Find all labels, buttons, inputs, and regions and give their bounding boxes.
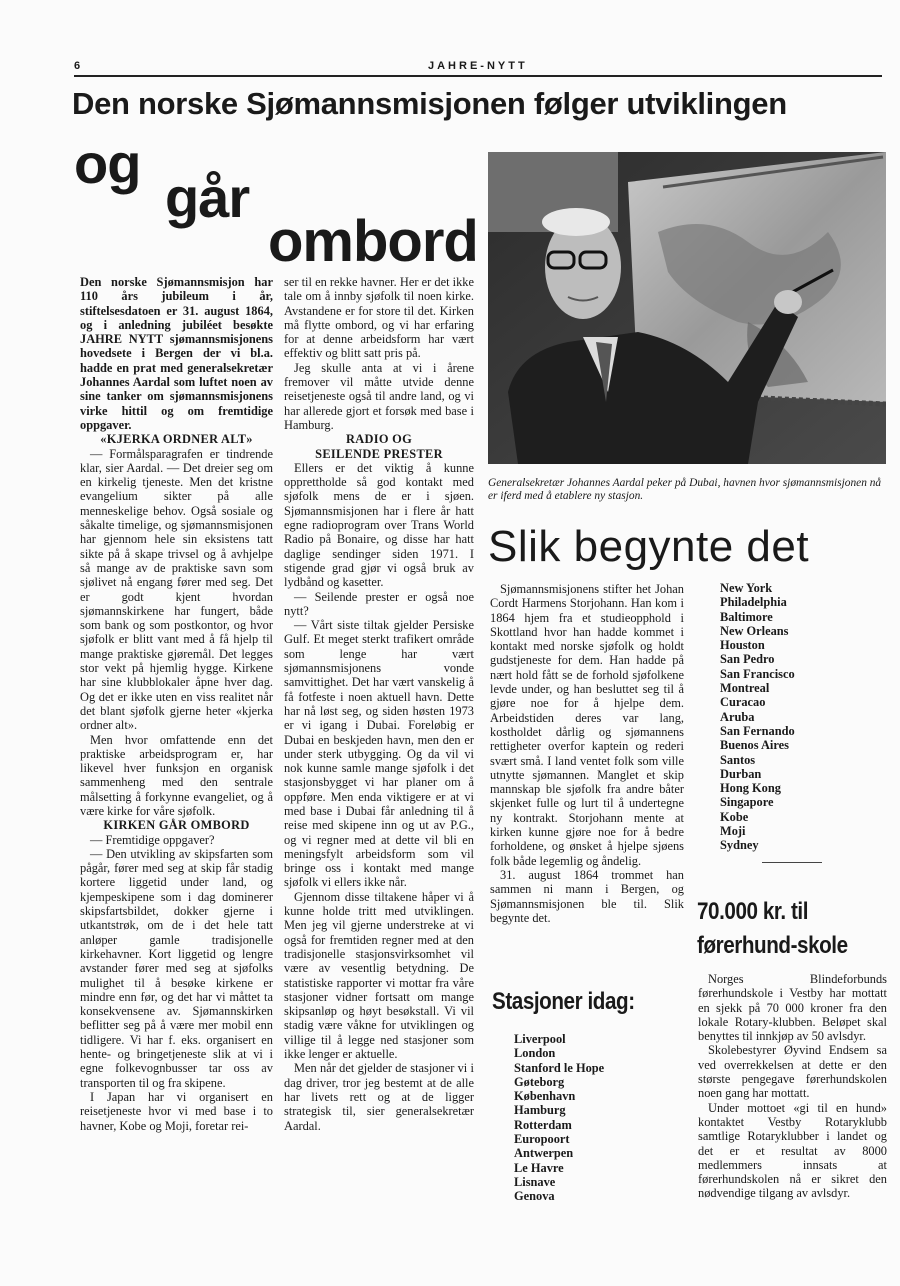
station-item: Genova: [514, 1189, 555, 1204]
paragraph: Under mottoet «gi til en hund» kontaktet Vestby Rotaryklubb samtlige Rotaryklubber i landet og det er et resultat av 8000 medlemmers innsats at førerhundskolen nå er sikret den nødvendige tilgang av avlsdyr.: [698, 1100, 887, 1201]
city-item: New Orleans: [720, 623, 789, 638]
station-item: Lisnave: [514, 1174, 556, 1189]
station-item: Hamburg: [514, 1103, 566, 1118]
station-item: Europoort: [514, 1132, 570, 1147]
city-item: Houston: [720, 638, 765, 653]
subheading-radio-line1: RADIO OG: [345, 432, 413, 447]
paragraph: — Vårt siste tiltak gjelder Persiske Gulf. Et meget sterkt trafikert område som lenge har vært sjømannsmisjonens vonde samvittighet. Det har vært vanskelig å få fotfeste i noen aktuell havn. Dette har nå løst seg, og siden høsten 1973 er vi igang i Dubai. Foreløbig er Dubai en beskjeden havn, men den er under sterk utbygging. Og da vil vi nok kunne samle mange sjøfolk i det stasjonsbygget vi har planer om å oppføre. Men enda viktigere er at vi med base i Dubai får anledning til å reise med skipene inn og ut av P.G., og vi regner med at dette vil bli en meningsfylt arbeidsform som vil bringe oss i kontakt med mange sjøfolk vi ellers ikke når.: [284, 618, 474, 890]
station-list: [514, 1032, 604, 1204]
station-item: Stanford le Hope: [514, 1060, 605, 1075]
paragraph: Skolebestyrer Øyvind Endsem sa ved overrekkelsen at dette er den største pengegave førerhundskolen noen gang har mottatt.: [698, 1043, 887, 1101]
subheading-kjerka: «KJERKA ORDNER ALT»: [100, 432, 253, 447]
paragraph: — Den utvikling av skipsfarten som pågår, fører med seg at skip får stadig kortere liggetid under land, og kjempeskipene som i dag dominerer skipsfartsbildet, dokker gjerne i utkantstrøk, om de i det hele tatt anløper gamle tradisjonelle kirkehavner. Kort liggetid og lengre avstander fører med seg at sjøfolks mulighet til å besøke kirkene er mindre enn før, og det har vi måttet ta konsekvensene av. Sjømannskirken beflitter seg på å være mer mobil enn tidligere. Vi har f. eks. organisert en hente- og bringetjeneste slik at vi i egne folkevognbusser tar oss av transporten til og fra skipene.: [80, 846, 273, 1090]
headline: Den norske Sjømannsmisjonen følger utviklingen: [72, 86, 787, 121]
city-item: Philadelphia: [720, 595, 787, 610]
paragraph: Norges Blindeforbunds førerhundskole i Vestby har mottatt en sjekk på 70 000 kroner fra den lokale Rotary-klubben. Beløpet skal benyttes til innkjøp av 50 avlsdyr.: [698, 972, 887, 1044]
station-item: London: [514, 1046, 556, 1061]
city-list: [720, 581, 795, 853]
paragraph: — Formålsparagrafen er tindrende klar, sier Aardal. — Det dreier seg om en kirkelig tjeneste. Men det kristne evangelium sikter på alle menneskelige behov. Også sosiale og såkalte timelige, og sjømannsmisjonen har gjennom hele sin eksistens tatt sikte på å skape trivsel og å avhjelpe så mange av de praktiske savn som sjølivet nå engang fører med seg. Det er godt kjent hvordan sjømannskirkene har fungert, både som bank og som postkontor, og hvor sjøfolk er blitt vant med å få hjelp til mange praktiske gjøremål. Det legges stor vekt på hjemlig hygge. Kirkene har sine klubblokaler åpne hver dag. Og det er ikke uten en viss realitet når det blant sjøfolk gjerne heter «kjerka ordner alt».: [80, 446, 273, 733]
city-item: Montreal: [720, 681, 770, 696]
publication-name: JAHRE-NYTT: [428, 60, 528, 72]
paragraph: Ellers er det viktig å kunne opprettholde så god kontakt med sjøfolk mens de er i sjøen. Sjømannsmisjonen har i flere år hatt egne radioprogram over Trans World Radio på Bonaire, og disse har hatt daglige sendinger siden 1971. I stigende grad gjør vi også bruk av lydbånd og kasetter.: [284, 460, 474, 590]
city-item: Moji: [720, 824, 746, 839]
intro-paragraph: Den norske Sjømannsmisjon har 110 års jubileum i år, stiftelsesdatoen er 31. august 1864, og i anledning jubiléet besøkte JAHRE NYTT sjømannsmisjonens hovedsete i Bergen der vi bl.a. hadde en prat med generalsekretær Johannes Aardal som luftet noen av sine tanker om sjømannsmisjonens virke hittil og om fremtidige oppgaver.: [80, 275, 273, 432]
city-item: New York: [720, 581, 773, 595]
paragraph: Men hvor omfattende enn det praktiske arbeidsprogram er, har likevel hver funksjon en organisk sammenheng med den sentrale målsetting å forkynne evangeliet, og å være kirke for våre sjøfolk.: [80, 732, 273, 818]
paragraph: Jeg skulle anta at vi i årene fremover vil måtte utvide denne reisetjeneste også til andre land, og vi har allerede gjort et forsøk med base i Hamburg.: [284, 360, 474, 432]
article-column-2: [284, 275, 474, 1133]
page-number: 6: [74, 60, 81, 72]
forerhund-title-line1: 70.000 kr. til: [697, 898, 809, 925]
city-item: Kobe: [720, 809, 749, 824]
city-item: Baltimore: [720, 609, 773, 624]
divider: [762, 862, 822, 863]
paragraph: — Fremtidige oppgaver?: [90, 832, 215, 847]
city-item: Hong Kong: [720, 781, 781, 796]
paragraph: Sjømannsmisjonens stifter het Johan Cordt Harmens Storjohann. Han kom i 1864 hjem fra et studieopphold i Skottland hvor han hadde kommet i kontakt med norske sjøfolk og holdt gudstjeneste for dem. Han hadde på nært hold fått se de forhold sjøfolkene levde under, og han besluttet seg til å gjøre noe for å hjelpe dem. Arbeidstiden deres var lang, kostholdet dårlig og sjømannens rettigheter overfor kaptein og rederi svært små. I land ventet folk som ville utnytte sjømannen. Manglet et skip mannskap ble sjøfolk fra andre båter skjenket fulle og lurt til å undertegne ny kontrakt. Storjohann mente at kirken kunne gjøre noe for å bedre forholdene, og ønsket å hjelpe sjøens folk både legemlig og åndelig.: [490, 582, 684, 868]
city-item: Santos: [720, 752, 756, 767]
subheading-kirken: KIRKEN GÅR OMBORD: [103, 818, 250, 833]
paragraph: — Seilende prester er også noe nytt?: [284, 589, 474, 618]
forerhund-title-line2: førerhund-skole: [697, 932, 848, 959]
paragraph: Men når det gjelder de stasjoner vi i dag driver, tror jeg bestemt at de alle har livets rett og at de ligger strategisk til, sier generalsekretær Aardal.: [284, 1061, 474, 1133]
forerhund-column: [698, 972, 887, 1201]
station-item: København: [514, 1089, 576, 1104]
photo-aardal-map: [488, 152, 886, 464]
title-og: og: [74, 132, 141, 195]
station-item: Gøteborg: [514, 1074, 565, 1089]
city-item: Durban: [720, 766, 762, 781]
article-column-1: [80, 275, 273, 1133]
station-item: Le Havre: [514, 1160, 564, 1175]
subheading-radio-line2: SEILENDE PRESTER: [315, 446, 443, 461]
city-item: Singapore: [720, 795, 774, 810]
city-item: Buenos Aires: [720, 738, 789, 753]
station-item: Rotterdam: [514, 1117, 572, 1132]
paragraph: ser til en rekke havner. Her er det ikke tale om å innby sjøfolk til noen kirke. Avstandene er for store til det. Kirken må flytte ombord, og vi har erfaring for at denne arbeidsform har vært effektiv og blitt satt pris på.: [284, 275, 474, 361]
paragraph: I Japan har vi organisert en reisetjeneste hvor vi med base i to havner, Kobe og Moji, foretar rei-: [80, 1089, 273, 1133]
title-ombord: ombord: [268, 209, 478, 274]
city-item: Aruba: [720, 709, 755, 724]
slik-heading: Slik begynte det: [488, 522, 810, 571]
city-item: Sydney: [720, 838, 759, 853]
city-item: San Fernando: [720, 723, 795, 738]
station-item: Antwerpen: [514, 1146, 574, 1161]
slik-column: [490, 582, 684, 925]
header-rule: [74, 75, 882, 77]
city-item: San Francisco: [720, 666, 795, 681]
subheading-radio: [284, 432, 474, 461]
city-item: San Pedro: [720, 652, 775, 667]
stasjoner-heading: Stasjoner idag:: [492, 988, 635, 1015]
photo-illustration: [488, 152, 886, 464]
photo-caption: Generalsekretær Johannes Aardal peker på Dubai, havnen hvor sjømannsmisjonen nå er iferd med å etablere ny stasjon.: [488, 477, 882, 502]
city-item: Curacao: [720, 695, 766, 710]
paragraph: Gjennom disse tiltakene håper vi å kunne holde tritt med utviklingen. Men jeg vil gjerne understreke at vi også for fremtiden regner med at den tradisjonelle stasjonsvirksomhet vil være av vesentlig betydning. De statistiske rapporter vi mottar fra våre stasjoner vidner fortsatt om mange skipsanløp og høyt besøkstall. Vi vil stadig være våkne for utviklingen og villige til å legge ned stasjoner som ikke lenger er aktuelle.: [284, 889, 474, 1062]
paragraph: 31. august 1864 trommet han sammen ni mann i Bergen, og Sjømannsmisjonen ble til. Slik begynte det.: [490, 867, 684, 925]
title-gar: går: [165, 166, 250, 229]
station-item: Liverpool: [514, 1032, 566, 1046]
